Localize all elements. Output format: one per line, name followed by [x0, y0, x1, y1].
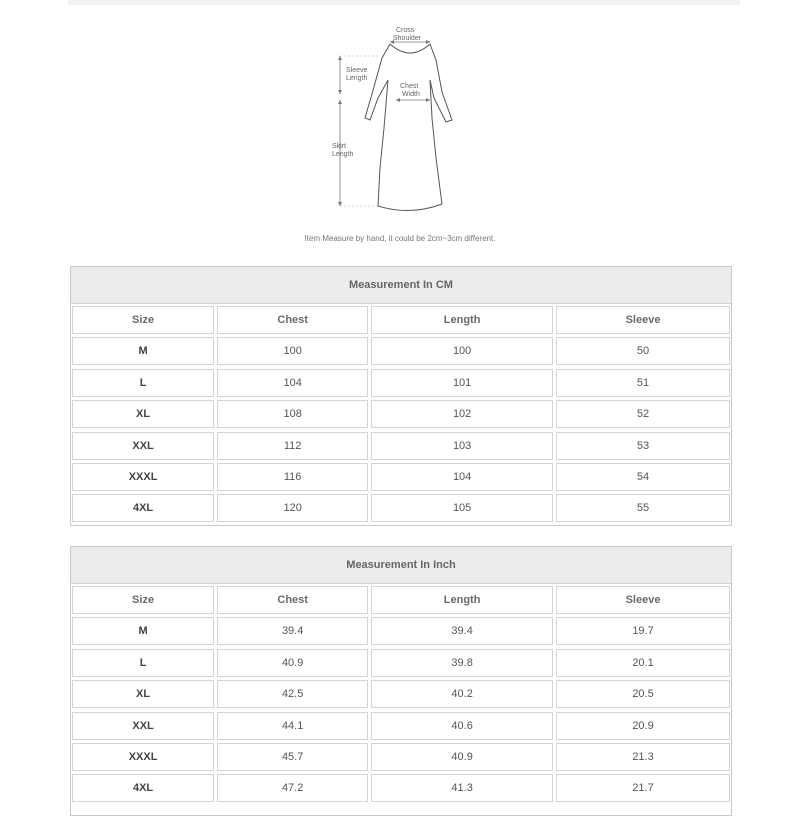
chest-cell: 45.7	[217, 743, 368, 771]
size-cell: XXL	[72, 712, 214, 740]
chest-cell: 44.1	[217, 712, 368, 740]
table-row	[72, 494, 730, 522]
measure-note: Item Measure by hand, it could be 2cm~3cm different.	[304, 234, 496, 243]
size-cell: XL	[72, 400, 214, 428]
sleeve-cell: 55	[556, 494, 730, 522]
size-cell: XXXL	[72, 463, 214, 491]
sleeve-cell: 20.5	[556, 680, 730, 708]
table-row	[72, 712, 730, 740]
chest-cell: 104	[217, 369, 368, 397]
header-cell: Length	[371, 586, 553, 614]
label-shoulder: Shoulder	[393, 35, 422, 42]
size-cell: 4XL	[72, 494, 214, 522]
length-cell: 39.8	[371, 649, 553, 677]
label-chest: Chest	[400, 83, 419, 90]
header-cell: Size	[72, 586, 214, 614]
table-header-row	[72, 586, 730, 614]
sleeve-cell: 53	[556, 432, 730, 460]
length-cell: 40.9	[371, 743, 553, 771]
size-cell: M	[72, 337, 214, 365]
table-title: Measurement In CM	[71, 267, 731, 304]
chest-cell: 42.5	[217, 680, 368, 708]
label-skirt: Skirt	[332, 143, 346, 150]
top-divider	[68, 0, 740, 5]
table-row	[72, 432, 730, 460]
chest-cell: 47.2	[217, 774, 368, 802]
sleeve-cell: 51	[556, 369, 730, 397]
sleeve-cell: 21.7	[556, 774, 730, 802]
length-cell: 103	[371, 432, 553, 460]
table-grid	[71, 584, 731, 802]
table-row	[72, 649, 730, 677]
sleeve-cell: 19.7	[556, 617, 730, 645]
table-row	[72, 774, 730, 802]
size-table-cm	[70, 266, 732, 526]
size-cell: XXL	[72, 432, 214, 460]
chest-cell: 40.9	[217, 649, 368, 677]
length-cell: 104	[371, 463, 553, 491]
size-cell: L	[72, 649, 214, 677]
length-cell: 39.4	[371, 617, 553, 645]
dress-measurement-diagram	[320, 18, 480, 218]
length-cell: 105	[371, 494, 553, 522]
header-cell: Sleeve	[556, 586, 730, 614]
label-cross: Cross	[396, 27, 415, 34]
header-cell: Chest	[217, 586, 368, 614]
header-cell: Size	[72, 306, 214, 334]
table-row	[72, 617, 730, 645]
chest-cell: 112	[217, 432, 368, 460]
label-sleeve: Sleeve	[346, 67, 368, 74]
table-row	[72, 463, 730, 491]
size-cell: L	[72, 369, 214, 397]
header-cell: Length	[371, 306, 553, 334]
table-row	[72, 369, 730, 397]
table-row	[72, 743, 730, 771]
length-cell: 41.3	[371, 774, 553, 802]
label-sleeve-length: Length	[346, 75, 368, 82]
table-grid	[71, 304, 731, 522]
length-cell: 102	[371, 400, 553, 428]
length-cell: 40.2	[371, 680, 553, 708]
table-row	[72, 400, 730, 428]
chest-cell: 108	[217, 400, 368, 428]
length-cell: 100	[371, 337, 553, 365]
sleeve-cell: 20.9	[556, 712, 730, 740]
sleeve-cell: 21.3	[556, 743, 730, 771]
size-cell: XXXL	[72, 743, 214, 771]
table-row	[72, 680, 730, 708]
table-header-row	[72, 306, 730, 334]
length-cell: 40.6	[371, 712, 553, 740]
header-cell: Chest	[217, 306, 368, 334]
table-row	[72, 337, 730, 365]
size-cell: XL	[72, 680, 214, 708]
chest-cell: 120	[217, 494, 368, 522]
sleeve-cell: 54	[556, 463, 730, 491]
table-title: Measurement In Inch	[71, 547, 731, 584]
size-table-inch	[70, 546, 732, 816]
sleeve-cell: 20.1	[556, 649, 730, 677]
sleeve-cell: 52	[556, 400, 730, 428]
chest-cell: 100	[217, 337, 368, 365]
chest-cell: 39.4	[217, 617, 368, 645]
dress-outline-illustration	[320, 18, 480, 218]
label-chest-width: Width	[402, 91, 420, 98]
header-cell: Sleeve	[556, 306, 730, 334]
label-skirt-length: Length	[332, 151, 354, 158]
size-cell: 4XL	[72, 774, 214, 802]
sleeve-cell: 50	[556, 337, 730, 365]
chest-cell: 116	[217, 463, 368, 491]
length-cell: 101	[371, 369, 553, 397]
size-cell: M	[72, 617, 214, 645]
